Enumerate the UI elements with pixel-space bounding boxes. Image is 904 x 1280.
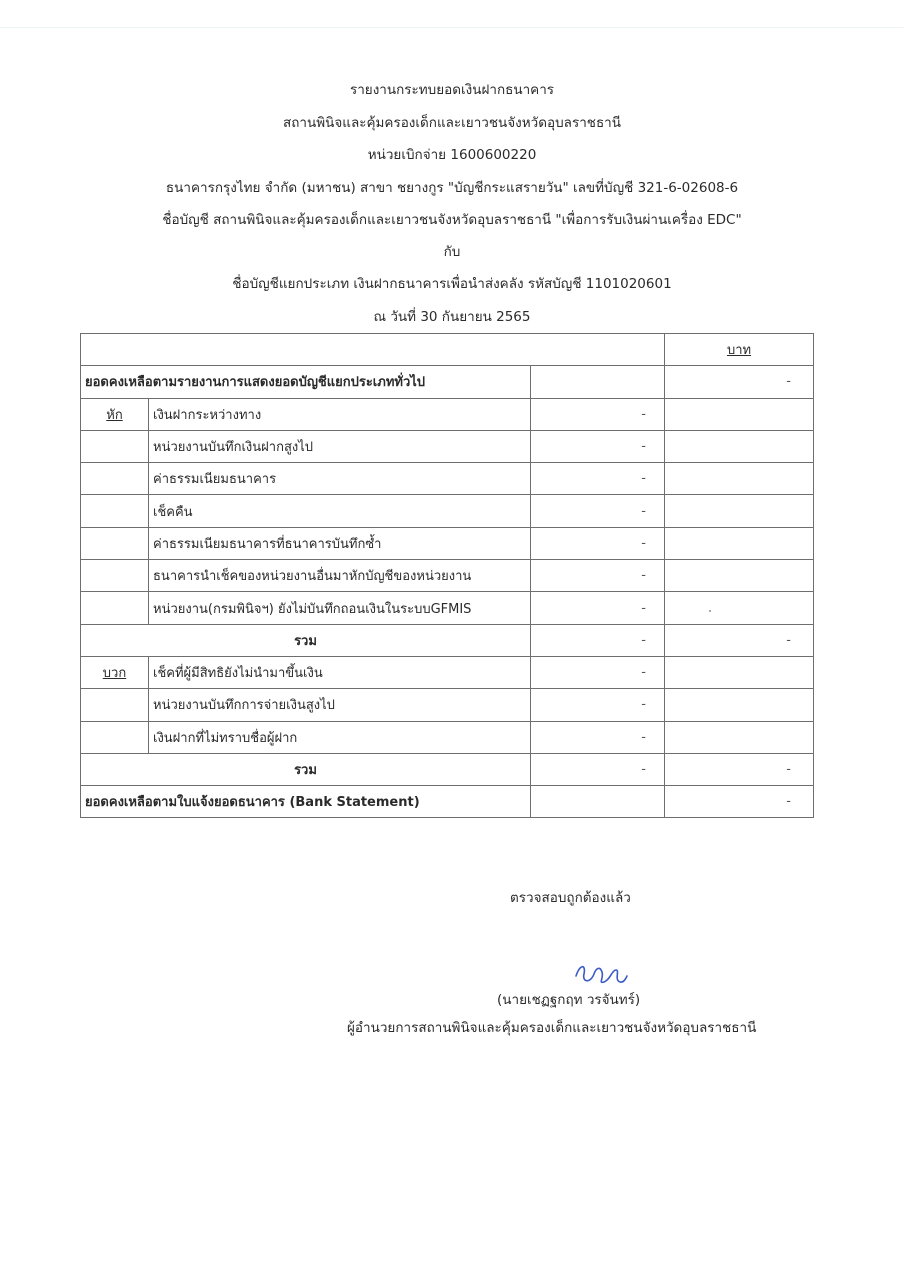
deduct-total-label: รวม — [81, 624, 531, 656]
add-item-label: เงินฝากที่ไม่ทราบชื่อผู้ฝาก — [149, 721, 531, 753]
table-header-row — [81, 334, 814, 366]
table-row — [81, 721, 814, 753]
add-total-row — [81, 753, 814, 785]
deduct-item-label: ธนาคารนำเช็คของหน่วยงานอื่นมาหักบัญชีของหน่วยงาน — [149, 560, 531, 592]
add-item-amount: - — [531, 689, 665, 721]
deduct-item-label: หน่วยงาน(กรมพินิจฯ) ยังไม่บันทึกถอนเงินในระบบGFMIS — [149, 592, 531, 624]
table-row — [81, 527, 814, 559]
scan-dot — [709, 610, 711, 612]
add-total-value: - — [665, 753, 814, 785]
closing-balance-value: - — [665, 786, 814, 818]
with-text: กับ — [443, 244, 461, 260]
deduct-item-label: ค่าธรรมเนียมธนาคารที่ธนาคารบันทึกซ้ำ — [149, 527, 531, 559]
table-row — [81, 430, 814, 462]
add-item-label: เช็คที่ผู้มีสิทธิยังไม่นำมาขึ้นเงิน — [149, 656, 531, 688]
closing-balance-row — [81, 786, 814, 818]
add-total-label: รวม — [81, 753, 531, 785]
verified-text: ตรวจสอบถูกต้องแล้ว — [510, 890, 631, 906]
deduct-item-amount: - — [531, 560, 665, 592]
add-item-label: หน่วยงานบันทึกการจ่ายเงินสูงไป — [149, 689, 531, 721]
deduct-item-amount: - — [531, 430, 665, 462]
reconciliation-table — [80, 333, 814, 818]
add-item-amount: - — [531, 721, 665, 753]
deduct-item-label: หน่วยงานบันทึกเงินฝากสูงไป — [149, 430, 531, 462]
deduct-total-value: - — [665, 624, 814, 656]
report-title: รายงานกระทบยอดเงินฝากธนาคาร — [349, 82, 555, 98]
table-row — [81, 398, 814, 430]
deduct-item-amount: - — [531, 527, 665, 559]
account-name: ชื่อบัญชี สถานพินิจและคุ้มครองเด็กและเยาวชนจังหวัดอุบลราชธานี "เพื่อการรับเงินผ่านเครื่อง EDC" — [162, 212, 742, 228]
deduct-item-amount: - — [531, 463, 665, 495]
agency-name: สถานพินิจและคุ้มครองเด็กและเยาวชนจังหวัดอุบลราชธานี — [283, 115, 621, 131]
table-row — [81, 495, 814, 527]
opening-balance-label: ยอดคงเหลือตามรายงานการแสดงยอดบัญชีแยกประเภททั่วไป — [81, 366, 531, 398]
currency-header: บาท — [665, 334, 814, 366]
deduct-item-label: เงินฝากระหว่างทาง — [149, 398, 531, 430]
deduct-item-label: ค่าธรรมเนียมธนาคาร — [149, 463, 531, 495]
add-total-amount: - — [531, 753, 665, 785]
closing-balance-label: ยอดคงเหลือตามใบแจ้งยอดธนาคาร (Bank Statement) — [81, 786, 531, 818]
table-row — [81, 592, 814, 624]
deduct-item-amount: - — [531, 592, 665, 624]
bank-account-info: ธนาคารกรุงไทย จำกัด (มหาชน) สาขา ชยางกูร "บัญชีกระแสรายวัน" เลขที่บัญชี 321-6-02608-6 — [165, 180, 739, 196]
deduct-label: หัก — [81, 398, 149, 430]
ledger-account: ชื่อบัญชีแยกประเภท เงินฝากธนาคารเพื่อนำส่งคลัง รหัสบัญชี 1101020601 — [232, 276, 672, 292]
deduct-item-amount: - — [531, 398, 665, 430]
table-row — [81, 656, 814, 688]
table-row — [81, 560, 814, 592]
add-item-amount: - — [531, 656, 665, 688]
table-row — [81, 463, 814, 495]
add-label: บวก — [81, 656, 149, 688]
report-date: ณ วันที่ 30 กันยายน 2565 — [373, 309, 531, 325]
deduct-total-row — [81, 624, 814, 656]
signer-name: (นายเชฏฐกฤท วรจันทร์) — [497, 992, 641, 1008]
opening-balance-row — [81, 366, 814, 398]
deduct-item-amount: - — [531, 495, 665, 527]
opening-balance-value: - — [665, 366, 814, 398]
table-row — [81, 689, 814, 721]
deduct-item-label: เช็คคืน — [149, 495, 531, 527]
disbursement-unit: หน่วยเบิกจ่าย 1600600220 — [367, 147, 537, 163]
deduct-total-amount: - — [531, 624, 665, 656]
scan-artifact-line — [0, 27, 904, 28]
signer-title: ผู้อำนวยการสถานพินิจและคุ้มครองเด็กและเยาวชนจังหวัดอุบลราชธานี — [347, 1020, 757, 1036]
